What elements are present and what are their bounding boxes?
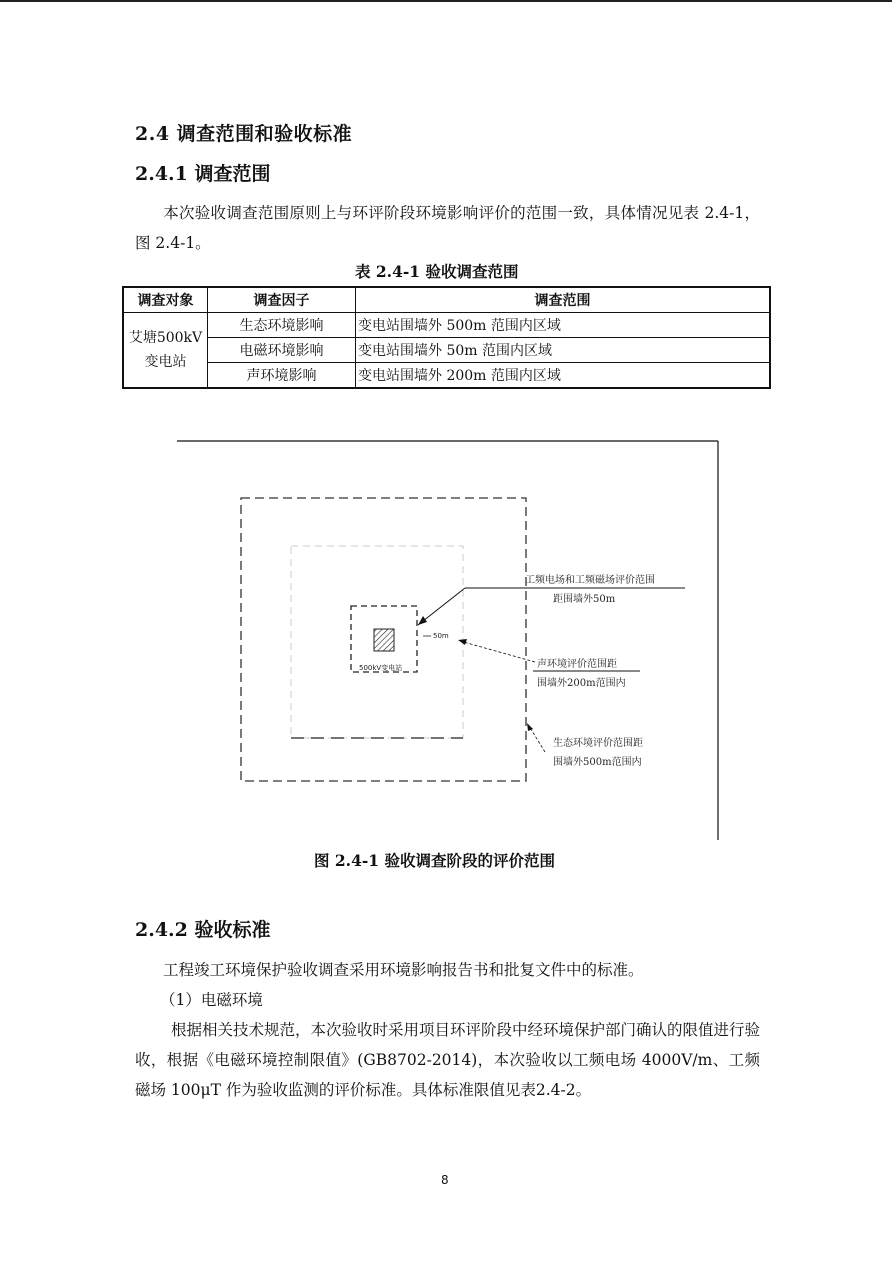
table-row [123,338,770,363]
survey-object-cell: 艾塘500kV 变电站 [123,313,208,389]
substation-label: 500kV变电站 [359,664,403,672]
subsection-heading-standards: 2.4.2 验收标准 [135,919,271,941]
substation-symbol [374,629,394,651]
standards-paragraph-text: 工程竣工环境保护验收调查采用环境影响报告书和批复文件中的标准。 [163,961,644,979]
em-label-line2: 距围墙外50m [553,594,616,605]
scope-cell: 变电站围墙外 200m 范围内区域 [356,363,771,389]
subsection-heading-scope: 2.4.1 调查范围 [135,163,271,185]
eco-arrow-head [527,723,533,731]
figure-caption: 图 2.4-1 验收调查阶段的评价范围 [314,851,555,870]
header-scope: 调查范围 [356,287,771,313]
em-environment-item: （1）电磁环境 [160,991,263,1009]
scope-paragraph-text: 本次验收调查范围原则上与环评阶段环境影响评价的范围一致，具体情况见表 2.4-1，图 2.4-1。 [135,204,760,252]
em-standard-paragraph [135,1015,760,1105]
table-header-row [123,287,770,313]
survey-scope-table [122,286,771,389]
eco-label-line1: 生态环境评价范围距 [553,738,643,749]
em-label-line1: 工频电场和工频磁场评价范围 [525,575,655,586]
scope-cell: 变电站围墙外 500m 范围内区域 [356,313,771,338]
page-number: 8 [441,1173,449,1187]
table-caption: 表 2.4-1 验收调查范围 [355,262,519,281]
table-row [123,313,770,338]
page-top-rule [0,0,892,2]
noise-label-line1: 声环境评价范围距 [537,659,617,670]
em-arrow-head [418,616,427,625]
factor-cell: 生态环境影响 [208,313,356,338]
section-heading: 2.4 调查范围和验收标准 [135,123,353,145]
eco-label-line2: 围墙外500m范围内 [553,757,642,768]
header-object: 调查对象 [123,287,208,313]
scope-paragraph [135,198,760,258]
standards-paragraph [135,955,760,985]
table-row [123,363,770,389]
eco-arrow-line [529,726,545,752]
em-standard-paragraph-text: 根据相关技术规范，本次验收时采用项目环评阶段中经环境保护部门确认的限值进行验收，根据《电磁环境控制限值》(GB8702-2014)，本次验收以工频电场 4000V/m、工频磁场 100μT 作为验收监测的评价标准。具体标准限值见表2.4-2。 [135,1021,761,1099]
header-factor: 调查因子 [208,287,356,313]
factor-cell: 电磁环境影响 [208,338,356,363]
scope-cell: 变电站围墙外 50m 范围内区域 [356,338,771,363]
distance-label: 50m [433,632,449,640]
factor-cell: 声环境影响 [208,363,356,389]
noise-label-line2: 围墙外200m范围内 [537,678,626,689]
evaluation-scope-figure [175,440,720,840]
noise-arrow-line [460,641,535,662]
